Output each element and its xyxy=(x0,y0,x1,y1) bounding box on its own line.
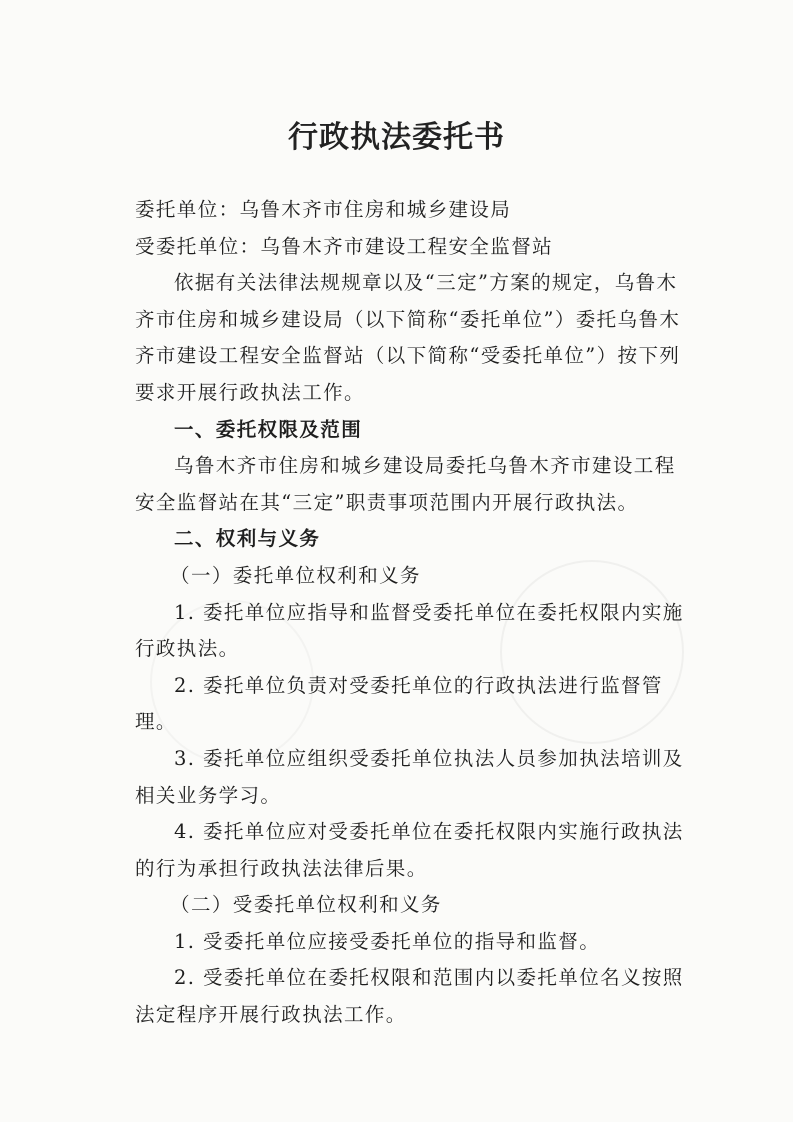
document-body xyxy=(135,192,687,1034)
delegator-line: 委托单位：乌鲁木齐市住房和城乡建设局 xyxy=(135,198,512,221)
sub2-item-2: 2. 受委托单位在委托权限和范围内以委托单位名义按照法定程序开展行政执法工作。 xyxy=(135,966,684,1027)
delegatee-line: 受委托单位：乌鲁木齐市建设工程安全监督站 xyxy=(135,234,554,258)
section2-sub1-heading: （一）委托单位权利和义务 xyxy=(170,563,421,587)
section1-heading: 一、委托权限及范围 xyxy=(174,417,363,441)
sub1-item-2: 2. 委托单位负责对受委托单位的行政执法进行监督管理。 xyxy=(135,673,663,734)
section2-heading: 二、权利与义务 xyxy=(174,527,321,551)
section1-body: 乌鲁木齐市住房和城乡建设局委托乌鲁木齐市建设工程安全监督站在其“三定”职责事项范围内开展行政执法。 xyxy=(135,454,676,514)
sub1-item-4: 4. 委托单位应对受委托单位在委托权限内实施行政执法的行为承担行政执法法律后果。 xyxy=(135,820,684,880)
document-title: 行政执法委托书 xyxy=(288,120,505,155)
intro-paragraph: 依据有关法律法规规章以及“三定”方案的规定，乌鲁木齐市住房和城乡建设局（以下简称“委托单位”）委托乌鲁木齐市建设工程安全监督站（以下简称“受委托单位”）按下列要求开展行政执法工作。 xyxy=(135,271,681,404)
section2-sub2-heading: （二）受委托单位权利和义务 xyxy=(170,893,442,917)
sub1-item-3: 3. 委托单位应组织受委托单位执法人员参加执法培训及相关业务学习。 xyxy=(135,746,684,807)
sub1-item-1: 1. 委托单位应指导和监督受委托单位在委托权限内实施行政执法。 xyxy=(135,600,684,661)
sub2-item-1: 1. 受委托单位应接受委托单位的指导和监督。 xyxy=(174,929,601,953)
